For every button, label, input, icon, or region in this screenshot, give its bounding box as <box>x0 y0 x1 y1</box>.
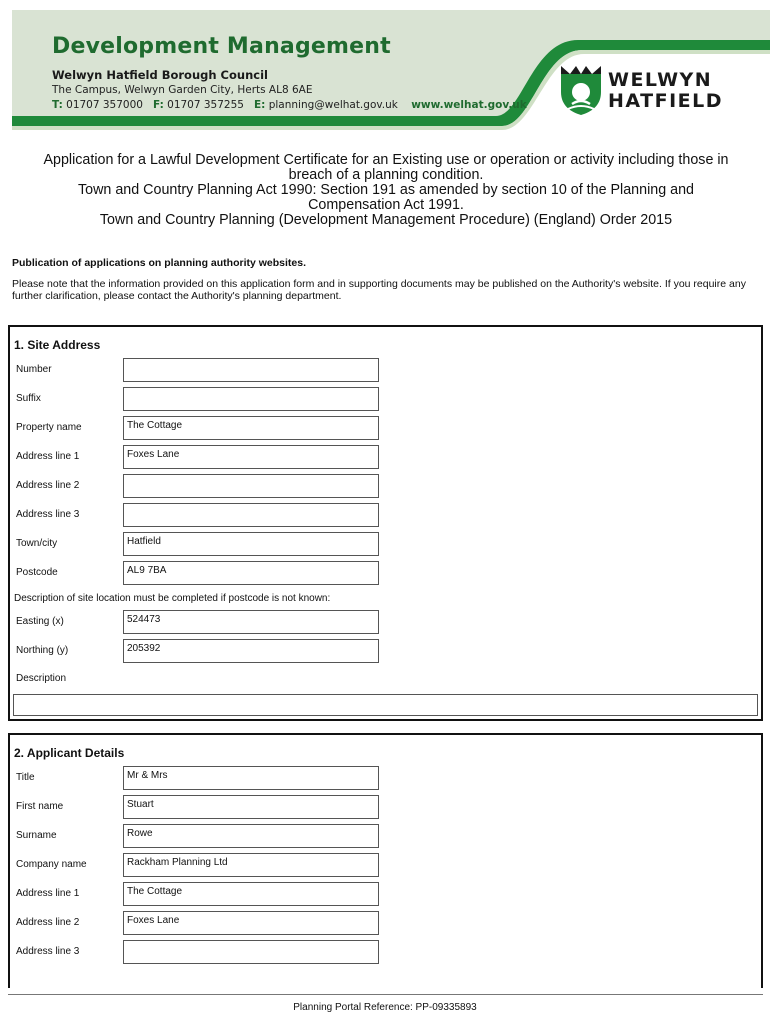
site-address-section <box>8 325 763 721</box>
logo-line-1: WELWYN <box>608 69 713 91</box>
easting-label: Easting (x) <box>16 616 64 627</box>
applicant-details-section <box>8 733 763 988</box>
document-title <box>8 153 764 228</box>
site-town-label: Town/city <box>16 538 58 549</box>
applicant-title-row <box>10 766 761 792</box>
easting-field[interactable]: 524473 <box>123 610 379 634</box>
portal-reference: Planning Portal Reference: PP-09335893 <box>293 1002 477 1013</box>
site-number-row <box>10 358 761 384</box>
site-address-line-1-field[interactable]: Foxes Lane <box>123 445 379 469</box>
title-line-2: breach of a planning condition. <box>288 167 484 183</box>
phone-number: 01707 357000 <box>66 99 143 111</box>
description-field[interactable] <box>13 694 758 716</box>
fax-number: 01707 357255 <box>167 99 244 111</box>
council-name: Welwyn Hatfield Borough Council <box>52 68 268 82</box>
site-address-line-2-label: Address line 2 <box>16 480 80 491</box>
site-suffix-label: Suffix <box>16 393 41 404</box>
footer-divider <box>8 994 763 995</box>
site-address-line-1-label: Address line 1 <box>16 451 80 462</box>
applicant-address-line-3-row <box>10 940 761 966</box>
applicant-address-line-3-label: Address line 3 <box>16 946 80 957</box>
website-link[interactable]: www.welhat.gov.uk <box>411 99 527 111</box>
applicant-address-line-2-row <box>10 911 761 937</box>
applicant-address-line-1-label: Address line 1 <box>16 888 80 899</box>
email-label: E: <box>253 99 266 111</box>
applicant-details-heading: 2. Applicant Details <box>14 746 125 760</box>
applicant-title-field[interactable]: Mr & Mrs <box>123 766 379 790</box>
description-label: Description <box>16 673 67 684</box>
applicant-company-row <box>10 853 761 879</box>
applicant-company-label: Company name <box>16 859 87 870</box>
applicant-title-label: Title <box>16 772 35 783</box>
site-town-row <box>10 532 761 558</box>
fax-label: F: <box>152 99 164 111</box>
site-address-line-3-field[interactable] <box>123 503 379 527</box>
site-address-line-2-field[interactable] <box>123 474 379 498</box>
site-property-name-label: Property name <box>16 422 82 433</box>
council-address: The Campus, Welwyn Garden City, Herts AL8 6AE <box>52 84 313 96</box>
title-line-5: Town and Country Planning (Development Management Procedure) (England) Order 2015 <box>99 212 673 228</box>
title-line-4: Compensation Act 1991. <box>308 197 464 213</box>
site-town-field[interactable]: Hatfield <box>123 532 379 556</box>
site-address-heading: 1. Site Address <box>14 338 101 352</box>
site-number-label: Number <box>16 364 52 375</box>
site-address-line-1-row <box>10 445 761 471</box>
applicant-surname-row <box>10 824 761 850</box>
site-number-field[interactable] <box>123 358 379 382</box>
site-postcode-field[interactable]: AL9 7BA <box>123 561 379 585</box>
applicant-surname-field[interactable]: Rowe <box>123 824 379 848</box>
header-title: Development Management <box>52 34 391 59</box>
northing-field[interactable]: 205392 <box>123 639 379 663</box>
title-line-1: Application for a Lawful Development Certificate for an Existing use or operation or activity including those in <box>43 152 729 168</box>
applicant-surname-label: Surname <box>16 830 57 841</box>
northing-label: Northing (y) <box>16 645 69 656</box>
publication-heading: Publication of applications on planning authority websites. <box>12 257 307 269</box>
email-address[interactable]: planning@welhat.gov.uk <box>268 99 398 111</box>
applicant-address-line-2-field[interactable]: Foxes Lane <box>123 911 379 935</box>
council-crest-icon <box>558 62 604 116</box>
applicant-first-name-row <box>10 795 761 821</box>
site-address-line-3-label: Address line 3 <box>16 509 80 520</box>
publication-note: Please note that the information provided on this application form and in supporting documents may be published on the Authority's website. If you require any further clarification, please contact the Authority's planning department. <box>12 278 746 302</box>
title-line-3: Town and Country Planning Act 1990: Section 191 as amended by section 10 of the Planning and <box>78 182 694 198</box>
site-address-line-3-row <box>10 503 761 529</box>
applicant-first-name-field[interactable]: Stuart <box>123 795 379 819</box>
phone-label: T: <box>52 99 63 111</box>
applicant-address-line-1-field[interactable]: The Cottage <box>123 882 379 906</box>
applicant-address-line-3-field[interactable] <box>123 940 379 964</box>
site-suffix-row <box>10 387 761 413</box>
northing-row <box>10 639 761 665</box>
site-postcode-row <box>10 561 761 587</box>
site-address-line-2-row <box>10 474 761 500</box>
site-suffix-field[interactable] <box>123 387 379 411</box>
site-property-name-row <box>10 416 761 442</box>
contact-line <box>52 99 527 111</box>
applicant-address-line-2-label: Address line 2 <box>16 917 80 928</box>
site-property-name-field[interactable]: The Cottage <box>123 416 379 440</box>
applicant-address-line-1-row <box>10 882 761 908</box>
location-hint: Description of site location must be completed if postcode is not known: <box>14 593 331 604</box>
easting-row <box>10 610 761 636</box>
logo-line-2: HATFIELD <box>608 90 723 112</box>
council-logo-text <box>608 70 723 112</box>
site-postcode-label: Postcode <box>16 567 58 578</box>
applicant-company-field[interactable]: Rackham Planning Ltd <box>123 853 379 877</box>
applicant-first-name-label: First name <box>16 801 64 812</box>
